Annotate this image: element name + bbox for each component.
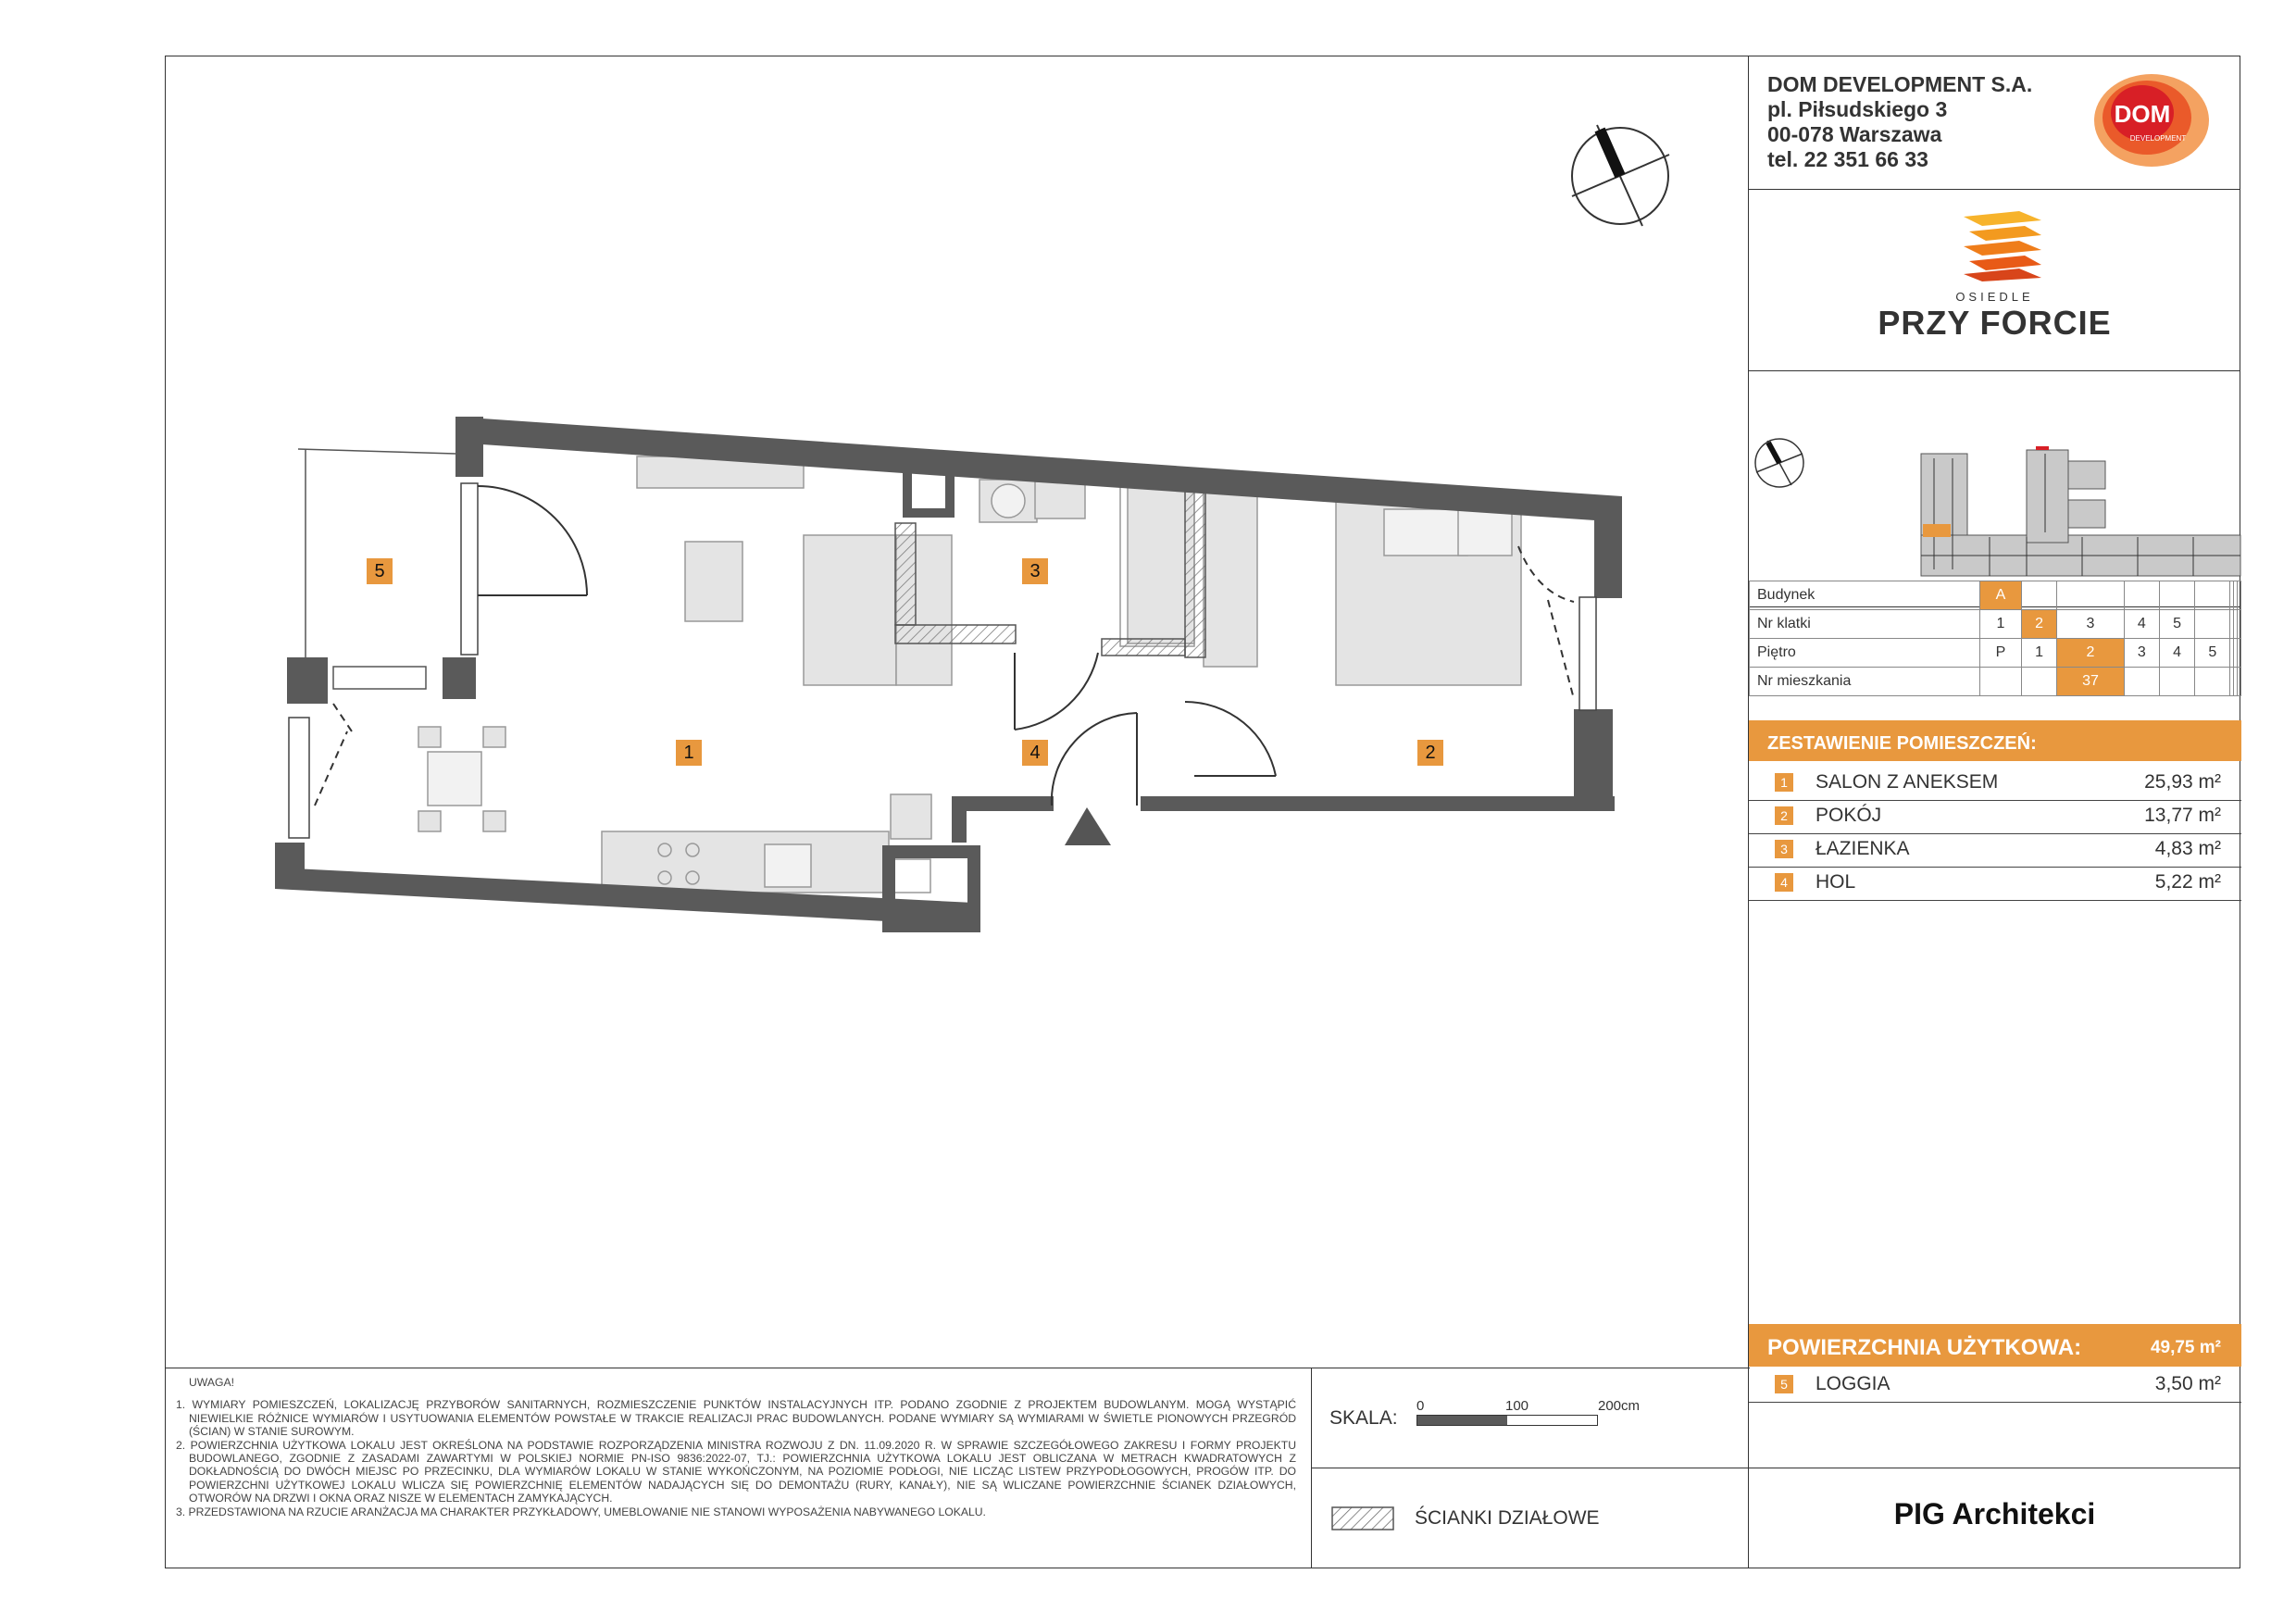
apartment-label: Nr mieszkania: [1750, 668, 1980, 696]
room-row: [1749, 867, 2241, 901]
room-area: 4,83 m²: [2154, 838, 2221, 859]
staircase-cell: 1: [1980, 610, 2022, 639]
room-row: [1749, 800, 2241, 834]
partition-legend-label: ŚCIANKI DZIAŁOWE: [1415, 1507, 1600, 1529]
apartment-info-table: [1749, 581, 2241, 696]
mini-compass-icon: [1755, 439, 1803, 487]
logo-sub-text: DEVELOPMENT: [2129, 134, 2187, 143]
project-title: PRZY FORCIE: [1878, 304, 2112, 342]
apartment-row: [1750, 668, 2241, 696]
company-block: [1767, 72, 2032, 172]
entrance-marker-icon: [1065, 807, 1111, 845]
loggia-area: 3,50 m²: [2154, 1373, 2221, 1394]
rooms-header: [1749, 720, 2241, 761]
staircase-cell: 3: [2057, 610, 2125, 639]
floor-row: [1750, 639, 2241, 668]
floor-cell: 2: [2057, 639, 2125, 668]
notes-title: UWAGA!: [189, 1376, 234, 1389]
room-row: [1749, 767, 2241, 801]
staircase-cell: 4: [2124, 610, 2159, 639]
loggia-row: [1749, 1368, 2241, 1403]
floor-cell: P: [1980, 639, 2022, 668]
scale-tick-200: 200cm: [1598, 1398, 1641, 1414]
scale-tick-0: 0: [1416, 1398, 1425, 1414]
room-row: [1749, 833, 2241, 868]
staircase-row: [1750, 610, 2241, 639]
apartment-value: 37: [2057, 668, 2125, 696]
building-row: [1750, 581, 2241, 610]
room-num: 2: [1775, 806, 1793, 825]
room-num: 4: [1775, 873, 1793, 892]
przy-forcie-logo-icon: [1964, 211, 2041, 281]
scale-bar: [1416, 1415, 1598, 1426]
furniture: [418, 456, 1521, 893]
staircase-cell: 5: [2159, 610, 2194, 639]
project-subtitle: OSIEDLE: [1955, 290, 2034, 304]
north-arrow-icon: [1572, 125, 1669, 226]
note-item: 1. WYMIARY POMIESZCZEŃ, LOKALIZACJĘ PRZYBORÓW SANITARNYCH, ROZMIESZCZENIE PUNKTÓW INSTALACYJNYCH ITP. PODANO ZGODNIE Z PROJEKTEM BUDOWLANYM. MOGĄ WYSTĄPIĆ NIEWIELKIE RÓŻNICE WYMIARÓW I USYTUOWANIA ELEMENTÓW POWSTAŁE W TRAKCIE REALIZACJI PRAC BUDOWLANYCH. PODANE WYMIARY SĄ WYMIARAMI W ŚWIETLE PIONOWYCH PRZEGRÓD (ŚCIAN) W STANIE SUROWYM.: [176, 1398, 1296, 1439]
company-name: DOM DEVELOPMENT S.A.: [1767, 72, 2033, 96]
room-tag-5: 5: [367, 558, 393, 584]
partition-legend-swatch: [1331, 1506, 1394, 1530]
room-tag-4: 4: [1022, 740, 1048, 766]
note-item: 3. PRZEDSTAWIONA NA RZUCIE ARANŻACJA MA CHARAKTER PRZYKŁADOWY, UMEBLOWANIE NIE STANOWI WYPOSAŻENIA NABYWANEGO LOKALU.: [176, 1505, 986, 1518]
dom-development-logo: [2091, 67, 2212, 169]
note-item: 2. POWIERZCHNIA UŻYTKOWA LOKALU JEST OKREŚLONA NA PODSTAWIE ROZPORZĄDZENIA MINISTRA ROZWOJU Z DN. 11.09.2020 R. W SPRAWIE SZCZEGÓŁOWEGO ZAKRESU I FORMY PROJEKTU BUDOWLANEGO, ZGODNIE Z ZASADAMI ZAWARTYMI W POLSKIEJ NORMIE PN-ISO 9836:2022-07, TJ.: POWIERZCHNIA UŻYTKOWA LOKALU JEST OBLICZANA W METRACH KWADRATOWYCH Z DOKŁADNOŚCIĄ DO DWÓCH MIEJSC PO PRZECINKU, DLA WYMIARÓW LOKALU W STANIE WYKOŃCZONYM, NA POZIOMIE PODŁOGI, NIE LICZĄC LISTEW PRZYPODŁOGOWYCH, PROGÓW ITP. DO POWIERZCHNI UŻYTKOWEJ LOKALU WLICZA SIĘ POWIERZCHNIĘ ELEMENTÓW NADAJĄCYCH SIĘ DO DEMONTAŻU (RURY, KANAŁY), NIE SĄ WLICZANE POWIERZCHNIE ŚCIANEK DZIAŁOWYCH, OTWORÓW NA DRZWI I OKNA ORAZ NISZE W ELEMENTACH ZAMYKAJĄCYCH.: [176, 1438, 1296, 1505]
room-area: 25,93 m²: [2144, 771, 2221, 793]
notes: [176, 1376, 1296, 1518]
floor-cell: 5: [2195, 639, 2230, 668]
rooms-header-label: ZESTAWIENIE POMIESZCZEŃ:: [1767, 733, 2037, 754]
room-tag-3: 3: [1022, 558, 1048, 584]
total-area-value: 49,75 m²: [2150, 1338, 2221, 1357]
floor-cell: 1: [2022, 639, 2057, 668]
right-panel: [1748, 56, 2240, 1568]
company-phone: tel. 22 351 66 33: [1767, 147, 1928, 171]
room-tag-1: 1: [676, 740, 702, 766]
room-name: SALON Z ANEKSEM: [1816, 771, 1999, 793]
building-value: A: [1980, 581, 2022, 610]
loggia-num: 5: [1775, 1375, 1793, 1393]
room-name: HOL: [1816, 871, 1856, 893]
key-plan: [1749, 370, 2241, 606]
building-label: Budynek: [1750, 581, 1980, 610]
total-area-bar: [1749, 1324, 2241, 1367]
room-name: ŁAZIENKA: [1816, 838, 1910, 859]
staircase-label: Nr klatki: [1750, 610, 1980, 639]
loggia-name: LOGGIA: [1816, 1373, 1890, 1394]
floor-cell: 4: [2159, 639, 2194, 668]
staircase-cell: 2: [2022, 610, 2057, 639]
logo-main-text: DOM: [2114, 100, 2171, 128]
room-area: 5,22 m²: [2154, 871, 2221, 893]
room-name: POKÓJ: [1816, 805, 1882, 826]
scale-label: SKALA:: [1329, 1407, 1398, 1429]
floor-cell: 3: [2124, 639, 2159, 668]
architect-name: PIG Architekci: [1893, 1497, 2096, 1530]
room-tag-2: 2: [1417, 740, 1443, 766]
company-street: pl. Piłsudskiego 3: [1767, 97, 1948, 121]
floor-label: Piętro: [1750, 639, 1980, 668]
room-num: 1: [1775, 773, 1793, 792]
scale-tick-100: 100: [1505, 1398, 1529, 1414]
room-num: 3: [1775, 840, 1793, 858]
total-area-label: POWIERZCHNIA UŻYTKOWA:: [1767, 1335, 2082, 1360]
room-area: 13,77 m²: [2144, 805, 2221, 826]
company-city: 00-078 Warszawa: [1767, 122, 1942, 146]
